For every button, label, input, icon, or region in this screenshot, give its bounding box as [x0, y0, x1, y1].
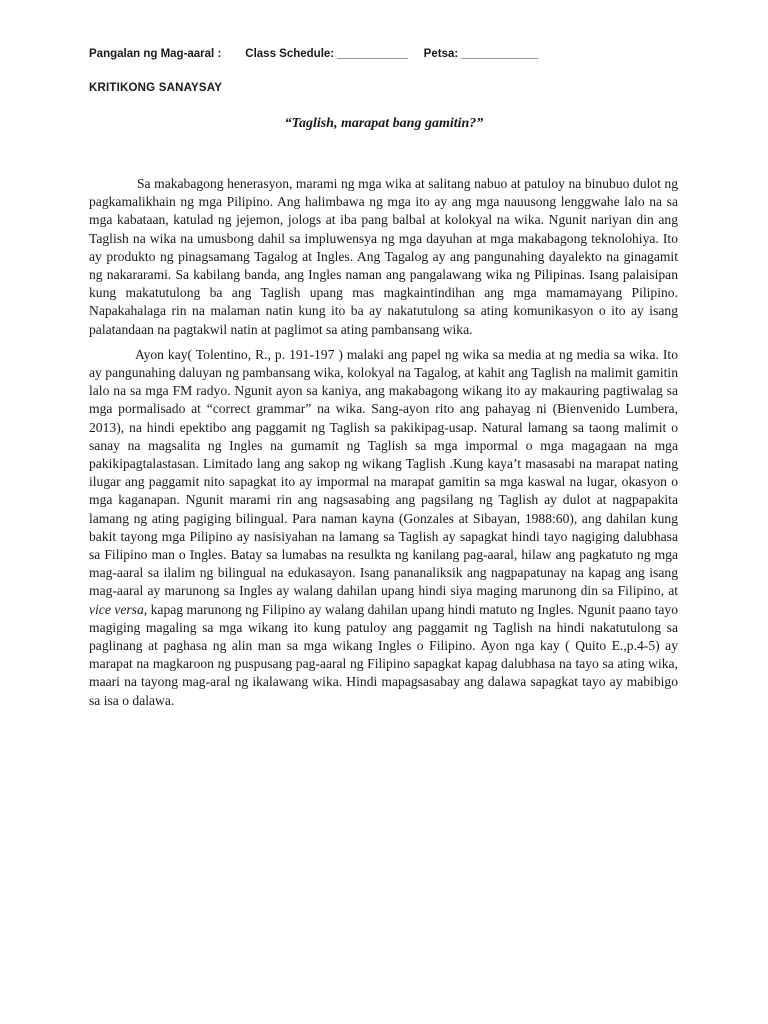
essay-body: [89, 175, 678, 717]
document-heading: KRITIKONG SANAYSAY: [89, 82, 223, 94]
student-info-header: [89, 48, 538, 60]
paragraph-1: Sa makabagong henerasyon, marami ng mga wika at salitang nabuo at patuloy na binubuo dulot ng pagkamalikhain ng mga Pilipino. Ang halimbawa ng mga ito ay ang mga nauusong lenggwahe lalo na sa mga kabataan, katulad ng jejemon, jologs at iba pang balbal at kolokyal na wika. Ngunit nariyan din ang Taglish na wika na umusbong dahil sa impluwensya ng mga dayuhan at mga makabagong teknolohiya. Ito ay produkto ng pinagsamang Tagalog at Ingles. Ang Tagalog ay ang pangunahing dayalekto na ginagamit ng nakararami. Sa kabilang banda, ang Ingles naman ang pangalawang wika ng Pilipinas. Isang palaisipan kung makatutulong ba ang Taglish upang mas magkaintindihan ang mga mamamayang Pilipino. Napakahalaga rin na malaman natin kung ito ba ay nakatutulong sa ating komunikasyon o ito ay isang palatandaan na pagtakwil natin at paglimot sa ating pambansang wika.: [89, 176, 678, 337]
class-schedule-label: Class Schedule: ___________: [245, 48, 408, 60]
essay-title: “Taglish, marapat bang gamitin?”: [284, 116, 484, 131]
student-name-label: Pangalan ng Mag-aaral :: [89, 48, 222, 60]
italic-phrase: vice versa,: [89, 601, 148, 617]
date-label: Petsa: ____________: [423, 48, 539, 60]
paragraph-2: [89, 346, 678, 710]
paragraph-2-part-1: Ayon kay( Tolentino, R., p. 191-197 ) malaki ang papel ng wika sa media at ng media sa wika. Ito ay pangunahing daluyan ng pambansang wika, kolokyal na Tagalog, at kahit ang Taglish na malimit gamitin lalo na sa mga FM radyo. Ngunit ayon sa kaniya, ang makabagong wikang ito ay makauring pagtiwalag sa mga pormalisado at “correct grammar” na wika. Sang-ayon rito ang pahayag ni (Bienvenido Lumbera, 2013), na hindi epektibo ang paggamit ng Taglish sa pakikipag-usap. Natural lamang sa taong malimit o sanay na magsalita ng Ingles na gumamit ng Taglish sa mga impormal o mga magagaan na mga pakikipagtalastasan. Limitado lang ang sakop ng wikang Taglish .Kung kaya’t masasabi na marapat nating ilugar ang paggamit nito sapagkat ito ay impormal na marapat gamitin sa mga kaswal na lugar, okasyon o mga kaganapan. Ngunit marami rin ang nagsasabing ang pagsilang ng Taglish ay dulot at nagpapakita lamang ng ating pagiging bilingual. Para naman kayna (Gonzales at Sibayan, 1988:60), ang dahilan kung bakit tayong mga Pilipino ay nasisiyahan na lamang sa Taglish ay sapagkat hindi tayo nagiging dalubhasa sa Filipino man o Ingles. Batay sa lumabas na resulkta ng kanilang pag-aaral, hilaw ang pagkatuto ng mga mag-aaral sa ilalim ng bilingual na edukasayon. Isang pananaliksik ang nagpapatunay na kapag ang isang mag-aaral ay marunong sa Ingles ay walang dahilan upang hindi siya maging marunong din sa Filipino, at: [89, 346, 678, 599]
paragraph-2-part-2: kapag marunong ng Filipino ay walang dahilan upang hindi matuto ng Ingles. Ngunit paano tayo magiging magaling sa mga wikang ito kung patuloy ang paggamit ng Taglish na hindi nakatutulong sa paglinang at paghasa ng alin man sa mga wikang Ingles o Filipino. Ayon nga kay ( Quito E.,p.4-5) ay marapat na magkaroon ng puspusang pag-aaral ng Filipino sapagkat kapag dalubhasa na tayo sa ating wika, maari na tayong mag-aral ng ikalawang wika. Hindi mapagsasabay ang dalawa sapagkat tayo ay mabibigo sa isa o dalawa.: [89, 601, 678, 708]
